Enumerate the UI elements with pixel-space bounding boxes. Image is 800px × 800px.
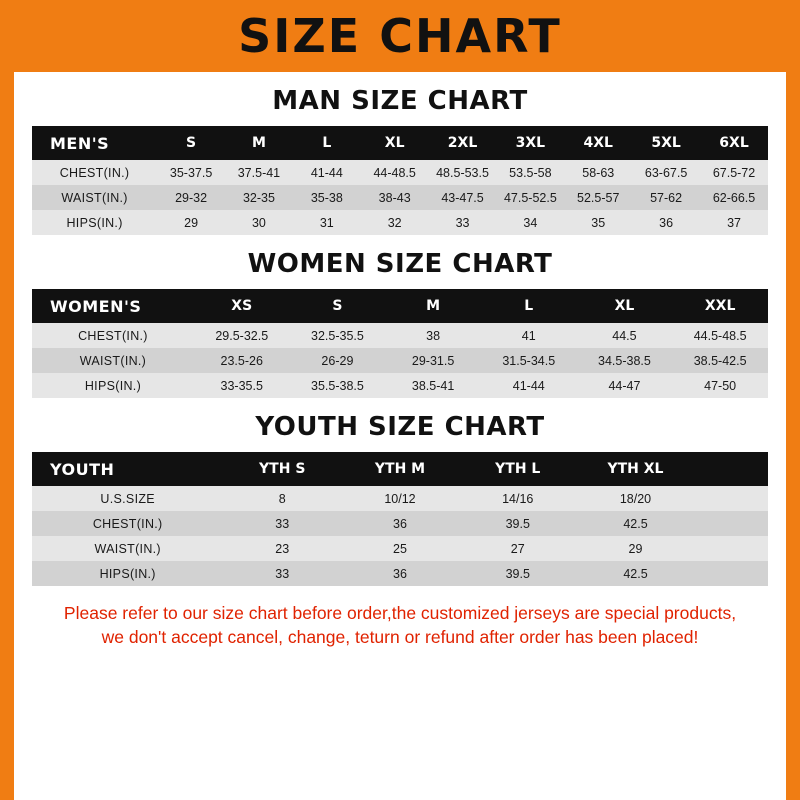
men-row-0-cell-1: 37.5-41 [237,165,281,180]
men-table-header [32,126,768,160]
men-row-2-cell-0: 29 [184,215,199,230]
table-header-row [32,452,768,486]
table-row [32,160,768,185]
youth-table-body [32,486,768,586]
table-row [32,210,768,235]
men-section-title: MAN SIZE CHART [272,86,528,116]
men-row-2-cell-5: 34 [523,215,538,230]
youth-section-title: YOUTH SIZE CHART [255,412,545,442]
men-row-2-cell-3: 32 [387,215,402,230]
men-row-0-cell-7: 63-67.5 [644,165,688,180]
youth-header-cell-2: YTH M [374,461,426,477]
page-title: SIZE CHART [238,9,562,63]
men-row-0-cell-8: 67.5-72 [712,165,756,180]
women-size-table [32,289,768,398]
men-header-cell-1: S [186,135,197,151]
men-header-cell-6: 3XL [515,135,546,151]
men-row-0-cell-4: 48.5-53.5 [436,165,489,180]
men-row-0-cell-2: 41-44 [310,165,343,180]
youth-row-1-cell-spacer [694,511,768,536]
table-row [32,323,768,348]
men-row-1-cell-1: 32-35 [242,190,275,205]
men-row-1-cell-6: 52.5-57 [577,190,620,205]
youth-row-1-cell-1: 36 [393,516,407,531]
women-header-cell-3: M [426,298,441,314]
youth-row-3-cell-2: 39.5 [505,566,530,581]
women-row-1-cell-5: 38.5-42.5 [693,353,747,368]
men-header-cell-5: 2XL [447,135,478,151]
men-row-2-label: HIPS(IN.) [66,215,123,230]
women-row-0-cell-5: 44.5-48.5 [693,328,747,343]
men-row-0-label: CHEST(IN.) [59,165,130,180]
youth-row-0-label: U.S.SIZE [100,491,155,506]
women-row-1-cell-0: 23.5-26 [220,353,263,368]
women-row-2-cell-5: 47-50 [704,378,737,393]
women-row-0-label: CHEST(IN.) [78,328,148,343]
women-row-1-label: WAIST(IN.) [79,353,147,368]
women-header-cell-4: L [524,298,534,314]
women-row-0-cell-3: 41 [521,328,536,343]
youth-header-cell-4: YTH XL [607,461,664,477]
youth-table-header [32,452,768,486]
women-section [14,249,786,398]
women-row-2-cell-3: 41-44 [512,378,545,393]
men-header-cell-7: 4XL [583,135,613,151]
youth-row-2-label: WAIST(IN.) [94,541,161,556]
women-row-0-cell-0: 29.5-32.5 [215,328,269,343]
women-row-1-cell-1: 26-29 [321,353,354,368]
youth-row-2-cell-0: 23 [275,541,290,556]
women-table-header [32,289,768,323]
table-header-row [32,289,768,323]
men-row-2-cell-1: 30 [251,215,266,230]
women-section-title: WOMEN SIZE CHART [247,249,553,279]
youth-row-0-cell-spacer [694,486,768,511]
youth-header-cell-3: YTH L [495,461,541,477]
men-size-table [32,126,768,235]
women-header-cell-2: S [332,298,343,314]
table-row [32,486,768,511]
youth-section [14,412,786,586]
women-row-0-cell-1: 32.5-35.5 [311,328,364,343]
men-row-2-cell-6: 35 [591,215,606,230]
table-row [32,536,768,561]
men-row-1-cell-3: 38-43 [378,190,411,205]
youth-row-2-cell-3: 29 [628,541,643,556]
order-notice [14,602,786,649]
youth-row-3-label: HIPS(IN.) [99,566,156,581]
youth-row-2-cell-2: 27 [510,541,525,556]
youth-row-0-cell-1: 10/12 [384,491,416,506]
women-row-0-cell-4: 44.5 [612,328,637,343]
men-row-1-label: WAIST(IN.) [61,190,128,205]
men-header-cell-4: XL [384,135,405,151]
men-row-0-cell-3: 44-48.5 [373,165,416,180]
youth-row-2-cell-1: 25 [393,541,407,556]
women-row-2-cell-1: 35.5-38.5 [311,378,364,393]
youth-row-0-cell-0: 8 [278,491,286,506]
men-row-0-cell-0: 35-37.5 [169,165,213,180]
table-row [32,348,768,373]
women-row-1-cell-2: 29-31.5 [411,353,455,368]
youth-row-3-cell-1: 36 [393,566,407,581]
youth-row-1-cell-2: 39.5 [505,516,530,531]
youth-header-cell-0: YOUTH [50,459,115,479]
order-notice-line-1: Please refer to our size chart before order,the customized jerseys are special products, [63,603,737,623]
men-header-cell-2: M [251,135,266,151]
men-header-cell-0: MEN'S [50,133,110,153]
men-table-body [32,160,768,235]
men-row-1-cell-2: 35-38 [310,190,343,205]
women-header-cell-6: XXL [704,298,736,314]
youth-row-0-cell-2: 14/16 [502,491,534,506]
table-row [32,373,768,398]
men-row-2-cell-2: 31 [319,215,334,230]
men-section [14,86,786,235]
table-header-row [32,126,768,160]
youth-header-cell-1: YTH S [259,461,306,477]
men-row-2-cell-4: 33 [455,215,470,230]
men-row-0-cell-5: 53.5-58 [509,165,552,180]
youth-row-3-cell-0: 33 [275,566,290,581]
women-row-2-label: HIPS(IN.) [84,378,142,393]
men-header-cell-9: 6XL [719,135,749,151]
youth-row-2-cell-spacer [694,536,768,561]
youth-row-3-cell-3: 42.5 [623,566,648,581]
youth-row-1-cell-3: 42.5 [623,516,648,531]
men-row-1-cell-7: 57-62 [650,190,683,205]
women-header-cell-0: WOMEN'S [50,296,142,316]
table-row [32,561,768,586]
header-band [0,0,800,72]
men-row-1-cell-5: 47.5-52.5 [503,190,557,205]
women-header-cell-5: XL [614,298,635,314]
women-table-body [32,323,768,398]
men-row-1-cell-0: 29-32 [175,190,208,205]
women-row-2-cell-2: 38.5-41 [411,378,455,393]
women-row-0-cell-2: 38 [426,328,441,343]
women-row-1-cell-4: 34.5-38.5 [598,353,651,368]
youth-row-0-cell-3: 18/20 [619,491,652,506]
women-row-1-cell-3: 31.5-34.5 [502,353,556,368]
youth-row-1-label: CHEST(IN.) [92,516,163,531]
order-notice-line-2: we don't accept cancel, change, teturn or refund after order has been placed! [101,626,699,647]
men-row-0-cell-6: 58-63 [582,165,615,180]
youth-row-3-cell-spacer [694,561,768,586]
men-header-cell-8: 5XL [651,135,681,151]
youth-size-table [32,452,768,586]
men-row-1-cell-8: 62-66.5 [712,190,756,205]
men-row-2-cell-8: 37 [727,215,741,230]
table-row [32,511,768,536]
youth-header-cell-spacer [694,452,768,486]
men-row-1-cell-4: 43-47.5 [441,190,484,205]
women-row-2-cell-0: 33-35.5 [220,378,263,393]
youth-row-1-cell-0: 33 [275,516,290,531]
men-row-2-cell-7: 36 [659,215,674,230]
women-row-2-cell-4: 44-47 [608,378,641,393]
men-header-cell-3: L [322,135,332,151]
women-header-cell-1: XS [231,298,253,314]
table-row [32,185,768,210]
